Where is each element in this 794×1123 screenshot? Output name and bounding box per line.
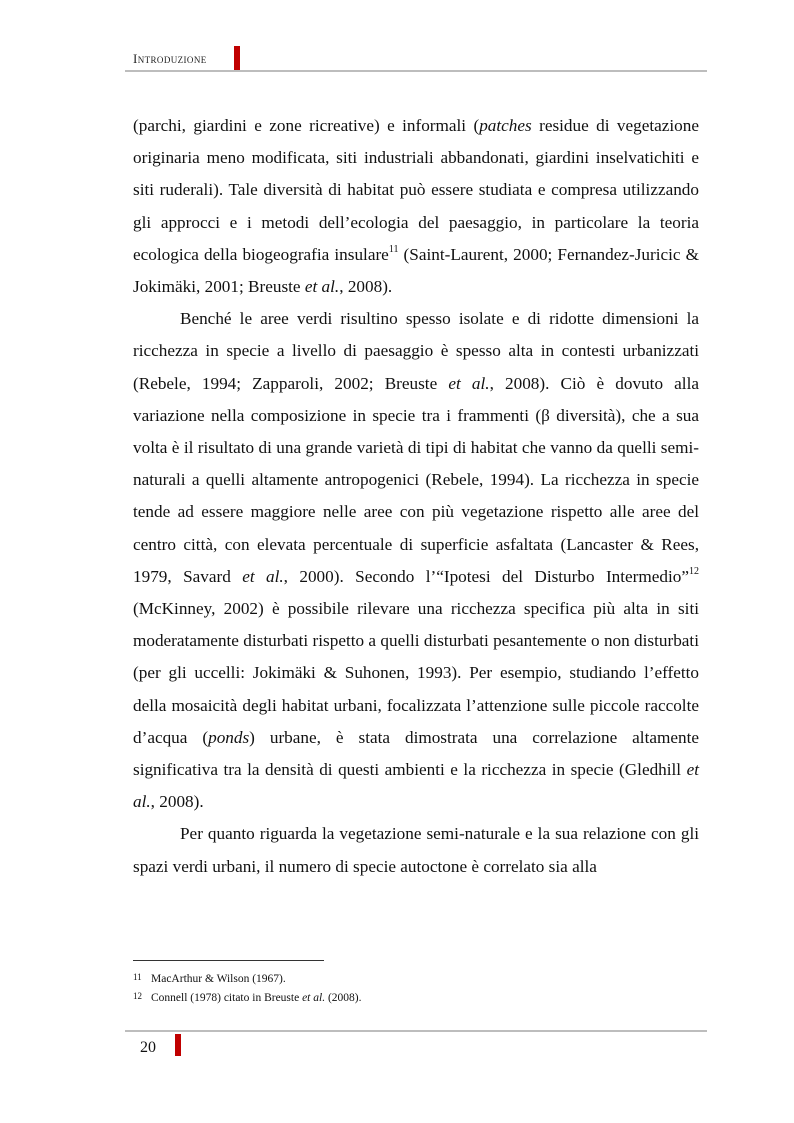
paragraph-3 [133,818,699,882]
footnote-separator [133,960,324,961]
running-header [133,50,207,68]
body-text [133,110,699,883]
p2-text-1: Benché le aree verdi risultino spesso isolate e di ridotte dimensioni la ricchezza in specie a livello di paesaggio è spesso alta in contesti urbanizzati (Rebele, 1994; Zapparoli, 2002; Breuste [133,309,699,393]
footnote-12 [133,989,699,1008]
footer-accent-bar [175,1034,181,1056]
paragraph-2 [133,303,699,818]
footnote-number: 12 [133,991,142,1001]
header-rule [125,70,707,72]
paragraph-1 [133,110,699,303]
p2-italic-1: et al. [448,373,490,393]
p2-text-3: , 2000). Secondo l’“Ipotesi del Disturbo Intermedio” [283,566,689,586]
footnote-ref-11[interactable]: 11 [388,244,399,256]
footnote-ref-12[interactable]: 12 [689,566,699,578]
footnote-11 [133,970,699,989]
p2-text-2: , 2008). Ciò è dovuto alla variazione nella composizione in specie tra i frammenti (β diversità), che a sua volta è il risultato di una grande varietà di tipi di habitat che vanno da quelli semi-naturali a quelli altamente antropogenici (Rebele, 1994). La ricchezza in specie tende ad essere maggiore nelle aree con più vegetazione rispetto alle aree del centro città, con elevata percentuale di superficie asfaltata (Lancaster & Rees, 1979, Savard [133,373,699,586]
fn12-text-1: Connell (1978) citato in Breuste [151,992,303,1004]
p2-text-6: , 2008). [150,792,204,812]
footer-rule [125,1030,707,1032]
p1-text-1: (parchi, giardini e zone ricreative) e informali ( [133,116,480,135]
p2-italic-3: ponds [208,727,250,747]
p1-text-4: , 2008). [339,277,393,297]
p2-text-4: (McKinney, 2002) è possibile rilevare una ricchezza specifica più alta in siti moderatamente disturbati rispetto a quelli disturbati pesantemente o non disturbati (per gli uccelli: Jokimäki & Suhonen, 1993). Per esempio, studiando l’effetto della mosaicità degli habitat urbani, focalizzata l’attenzione sulle piccole raccolte d’acqua ( [133,599,699,747]
page-number: 20 [140,1039,156,1056]
p3-text-1: Per quanto riguarda la vegetazione semi-naturale e la sua relazione con gli spazi verdi urbani, il numero di specie autoctone è correlato sia alla [133,824,699,876]
fn12-italic: et al. [302,992,326,1004]
footnote-text: MacArthur & Wilson (1967). [151,973,286,985]
footnotes [133,970,699,1008]
header-title: Introduzione [133,51,207,66]
p2-italic-4: et al. [133,760,699,812]
footnote-number: 11 [133,972,142,982]
p2-italic-2: et al. [242,566,284,586]
p1-text-3: (Saint-Laurent, 2000; Fernandez-Juricic & Jokimäki, 2001; Breuste [133,244,699,297]
fn12-text-2: (2008). [325,992,362,1004]
header-accent-bar [234,46,240,70]
p1-italic-1: patches [479,116,532,135]
p1-italic-2: et al. [304,277,340,297]
p1-text-2: residue di vegetazione originaria meno modificata, siti industriali abbandonati, giardini inselvatichiti e siti ruderali). Tale diversità di habitat può essere studiata e compresa utilizzando gli approcci e i metodi dell’ecologia del paesaggio, in particolare la teoria ecologica della biogeografia insulare [133,116,699,264]
p2-text-5: ) urbane, è stata dimostrata una correlazione altamente significativa tra la densità di questi ambienti e la ricchezza in specie (Gledhill [133,727,699,780]
footnote-text [151,989,362,1008]
